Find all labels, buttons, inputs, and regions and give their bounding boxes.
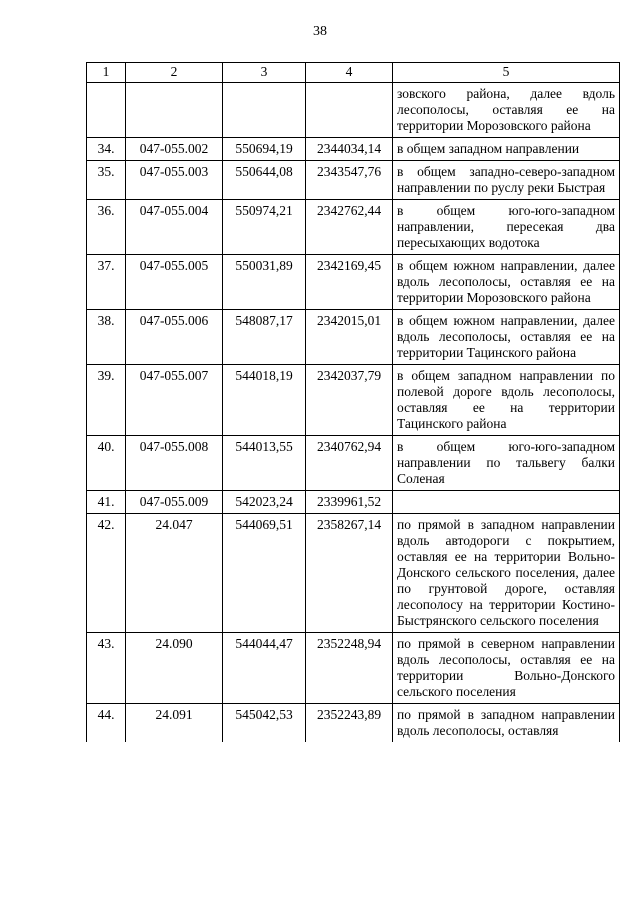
description-cell: в общем южном направлении, далее вдоль лесополосы, оставляя ее на территории Тацинского района [393,310,620,365]
x-coordinate-cell: 542023,24 [223,491,306,514]
y-coordinate-cell: 2342169,45 [306,255,393,310]
y-coordinate-cell: 2344034,14 [306,138,393,161]
point-code-cell: 047-055.005 [126,255,223,310]
table-row [87,633,620,704]
point-code-cell: 047-055.002 [126,138,223,161]
x-coordinate-cell: 544044,47 [223,633,306,704]
table-row [87,255,620,310]
x-coordinate-cell: 545042,53 [223,704,306,743]
table-row [87,704,620,743]
table-row [87,138,620,161]
row-number-cell: 35. [87,161,126,200]
x-coordinate-cell: 548087,17 [223,310,306,365]
column-header: 1 [87,63,126,83]
description-cell: в общем западно-северо-западном направлении по руслу реки Быстрая [393,161,620,200]
point-code-cell: 047-055.006 [126,310,223,365]
y-coordinate-cell: 2342015,01 [306,310,393,365]
coordinates-table [86,62,620,742]
y-coordinate-cell: 2352248,94 [306,633,393,704]
column-header: 2 [126,63,223,83]
description-cell: зовского района, далее вдоль лесополосы, оставляя ее на территории Морозовского района [393,83,620,138]
table-row [87,514,620,633]
description-cell: в общем юго-юго-западном направлении, пересекая два пересыхающих водотока [393,200,620,255]
x-coordinate-cell: 550031,89 [223,255,306,310]
x-coordinate-cell: 544069,51 [223,514,306,633]
table-row [87,365,620,436]
table-header-row [87,63,620,83]
row-number-cell: 39. [87,365,126,436]
column-header: 4 [306,63,393,83]
row-number-cell: 36. [87,200,126,255]
description-cell: по прямой в северном направлении вдоль лесополосы, оставляя ее на территории Вольно-Донского сельского поселения [393,633,620,704]
table-row [87,491,620,514]
x-coordinate-cell: 544013,55 [223,436,306,491]
description-cell: в общем западном направлении по полевой дороге вдоль лесополосы, оставляя ее на территории Тацинского района [393,365,620,436]
table-row [87,83,620,138]
description-cell: в общем западном направлении [393,138,620,161]
row-number-cell: 43. [87,633,126,704]
x-coordinate-cell: 550974,21 [223,200,306,255]
row-number-cell: 44. [87,704,126,743]
row-number-cell: 37. [87,255,126,310]
point-code-cell: 24.047 [126,514,223,633]
point-code-cell: 24.091 [126,704,223,743]
row-number-cell [87,83,126,138]
description-cell [393,491,620,514]
description-cell: в общем юго-юго-западном направлении по тальвегу балки Соленая [393,436,620,491]
row-number-cell: 42. [87,514,126,633]
point-code-cell: 047-055.007 [126,365,223,436]
row-number-cell: 41. [87,491,126,514]
x-coordinate-cell: 550694,19 [223,138,306,161]
y-coordinate-cell: 2339961,52 [306,491,393,514]
point-code-cell: 047-055.009 [126,491,223,514]
description-cell: по прямой в западном направлении вдоль автодороги с покрытием, оставляя ее на территории Вольно-Донского сельского поселения, далее по грунтовой дороге, оставляя лесополосу на территории Костино-Быстрянского сельского поселения [393,514,620,633]
point-code-cell: 047-055.008 [126,436,223,491]
y-coordinate-cell: 2342037,79 [306,365,393,436]
column-header: 5 [393,63,620,83]
point-code-cell [126,83,223,138]
table-row [87,436,620,491]
description-cell: в общем южном направлении, далее вдоль лесополосы, оставляя ее на территории Морозовского района [393,255,620,310]
y-coordinate-cell: 2340762,94 [306,436,393,491]
point-code-cell: 047-055.003 [126,161,223,200]
column-header: 3 [223,63,306,83]
table-row [87,310,620,365]
table-row [87,161,620,200]
point-code-cell: 047-055.004 [126,200,223,255]
table-row [87,200,620,255]
point-code-cell: 24.090 [126,633,223,704]
y-coordinate-cell: 2342762,44 [306,200,393,255]
page-number: 38 [313,24,327,39]
row-number-cell: 34. [87,138,126,161]
description-cell: по прямой в западном направлении вдоль лесополосы, оставляя [393,704,620,743]
x-coordinate-cell [223,83,306,138]
y-coordinate-cell: 2352243,89 [306,704,393,743]
x-coordinate-cell: 550644,08 [223,161,306,200]
row-number-cell: 40. [87,436,126,491]
y-coordinate-cell: 2343547,76 [306,161,393,200]
x-coordinate-cell: 544018,19 [223,365,306,436]
row-number-cell: 38. [87,310,126,365]
y-coordinate-cell: 2358267,14 [306,514,393,633]
y-coordinate-cell [306,83,393,138]
